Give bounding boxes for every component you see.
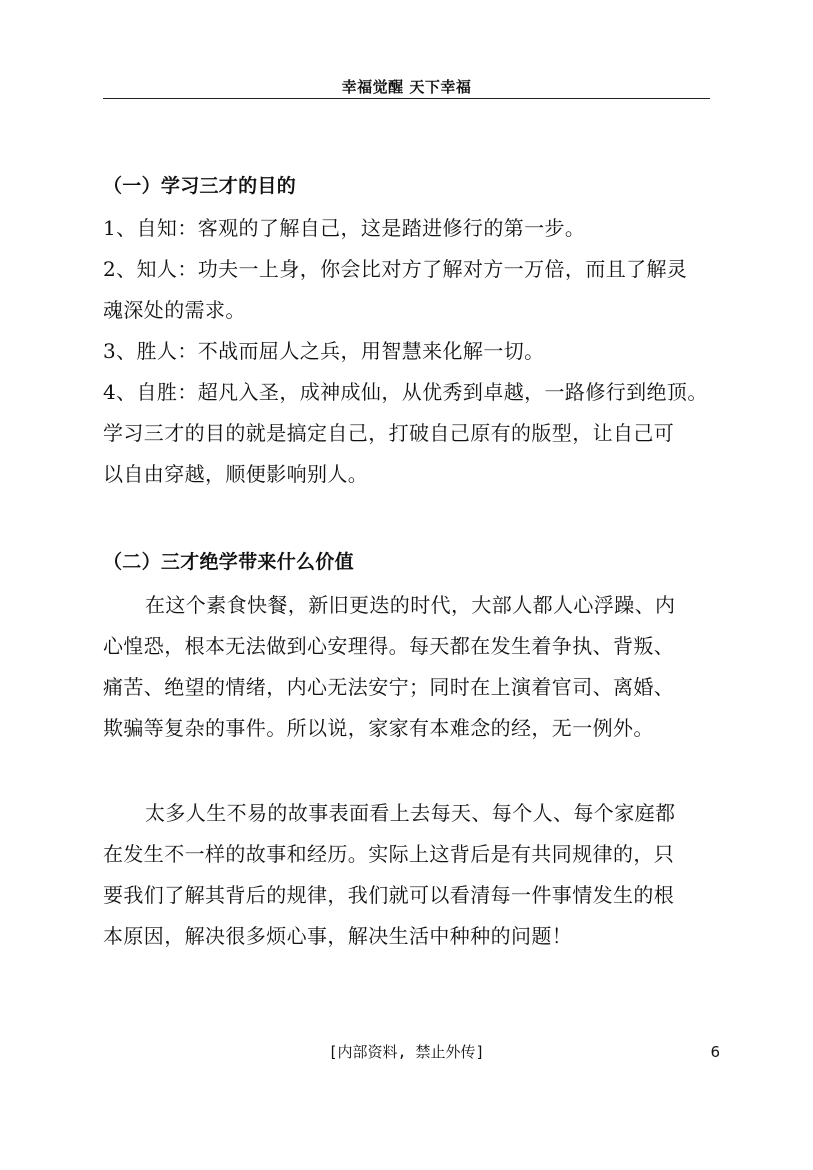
body-line: 在这个素食快餐，新旧更迭的时代，大部人都人心浮躁、内 — [145, 593, 676, 617]
section-heading-purpose: （一）学习三才的目的 — [103, 175, 297, 197]
section-heading-value: （二）三才绝学带来什么价值 — [103, 551, 354, 573]
body-line: 本原因，解决很多烦心事，解决生活中种种的问题！ — [103, 924, 573, 948]
body-line: 心惶恐，根本无法做到心安理得。每天都在发生着争执、背叛、 — [103, 634, 675, 658]
page-number: 6 — [710, 1043, 720, 1061]
body-line: 痛苦、绝望的情绪，内心无法安宁；同时在上演着官司、离婚、 — [103, 675, 675, 699]
body-line: 学习三才的目的就是搞定自己，打破自己原有的版型，让自己可 — [103, 421, 675, 445]
body-line: 要我们了解其背后的规律，我们就可以看清每一件事情发生的根 — [103, 883, 675, 907]
body-line: 1、自知：客观的了解自己，这是踏进修行的第一步。 — [103, 216, 586, 240]
body-line: 在发生不一样的故事和经历。实际上这背后是有共同规律的，只 — [103, 842, 675, 866]
body-line: 2、知人：功夫一上身，你会比对方了解对方一万倍，而且了解灵 — [103, 257, 688, 281]
body-line: 4、自胜：超凡入圣，成神成仙，从优秀到卓越，一路修行到绝顶。 — [103, 380, 708, 404]
body-line: 3、胜人：不战而屈人之兵，用智慧来化解一切。 — [103, 339, 545, 363]
body-line: 欺骗等复杂的事件。所以说，家家有本难念的经，无一例外。 — [103, 716, 654, 740]
section-purpose-body — [103, 208, 713, 495]
body-line: 太多人生不易的故事表面看上去每天、每个人、每个家庭都 — [145, 801, 676, 825]
body-line: 以自由穿越，顺便影响别人。 — [103, 462, 369, 486]
section-value-paragraph-2 — [103, 793, 713, 957]
section-value-paragraph-1 — [103, 585, 713, 749]
header-divider — [103, 98, 710, 99]
page-header-title: 幸福觉醒 天下幸福 — [341, 78, 472, 96]
footer-confidential-note: [内部资料, 禁止外传] — [328, 1043, 485, 1061]
body-line: 魂深处的需求。 — [103, 298, 246, 322]
